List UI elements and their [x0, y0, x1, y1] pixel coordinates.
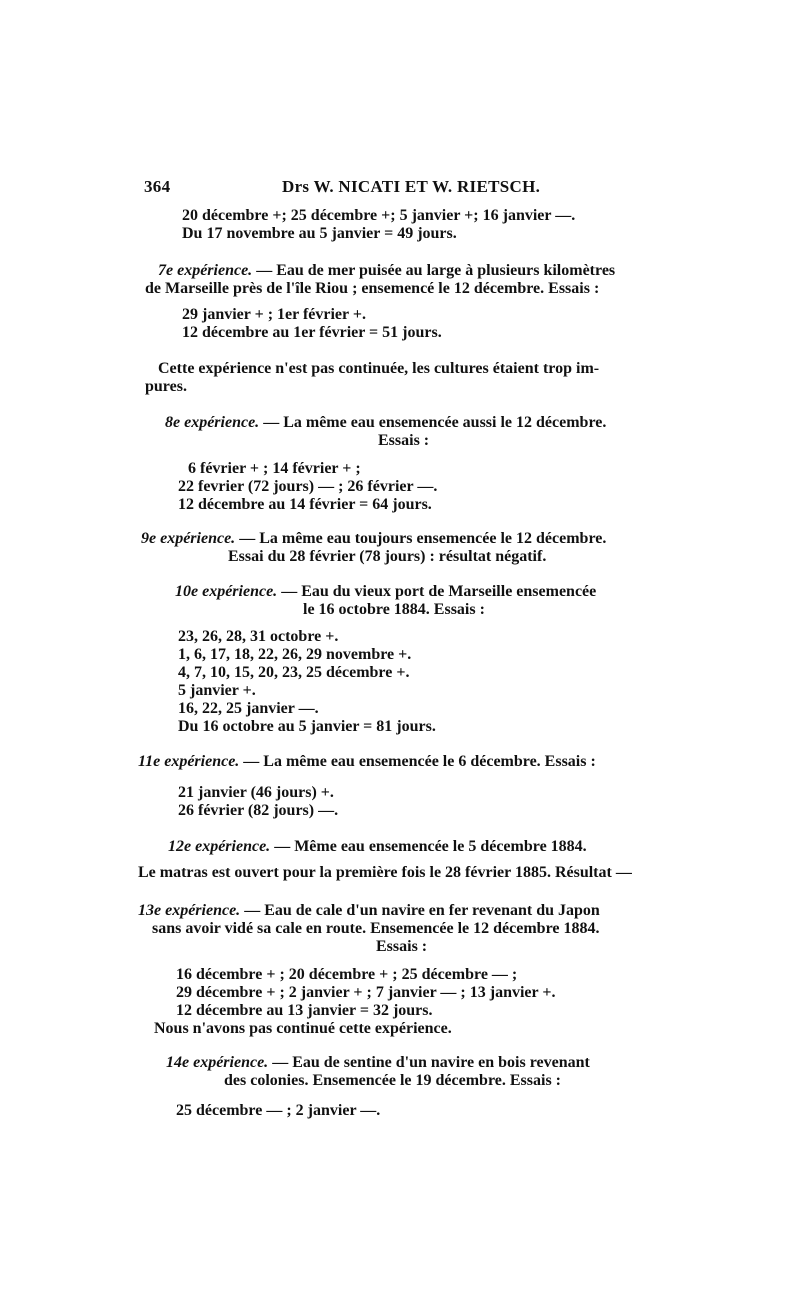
text-line: 1, 6, 17, 18, 22, 26, 29 novembre +.	[178, 646, 412, 663]
experiment-label: 14e expérience.	[166, 1054, 269, 1071]
text-line: Essais :	[376, 938, 428, 955]
text-line: 25 décembre — ; 2 janvier —.	[176, 1102, 381, 1119]
experiment-label: 8e expérience.	[165, 414, 260, 431]
experiment-heading	[166, 1054, 590, 1072]
text-line: Nous n'avons pas continué cette expérience.	[154, 1020, 452, 1037]
text-line: pures.	[145, 378, 187, 395]
experiment-heading	[138, 902, 600, 920]
text-line: Du 16 octobre au 5 janvier = 81 jours.	[178, 718, 436, 735]
text-line: 20 décembre +; 25 décembre +; 5 janvier +; 16 janvier —.	[182, 207, 576, 224]
text-line: de Marseille près de l'île Riou ; ensemencé le 12 décembre. Essais :	[145, 280, 600, 297]
text-line: 23, 26, 28, 31 octobre +.	[178, 628, 339, 645]
text-line: 29 décembre + ; 2 janvier + ; 7 janvier — ; 13 janvier +.	[176, 984, 556, 1001]
text-line: des colonies. Ensemencée le 19 décembre. Essais :	[224, 1072, 561, 1089]
text-line: Cette expérience n'est pas continuée, les cultures étaient trop im-	[158, 360, 600, 377]
text-line: 12 décembre au 1er février = 51 jours.	[182, 324, 442, 341]
text-line: Essais :	[378, 432, 430, 449]
experiment-text: — La même eau toujours ensemencée le 12 décembre.	[239, 530, 607, 547]
text-line: 4, 7, 10, 15, 20, 23, 25 décembre +.	[178, 664, 410, 681]
experiment-label: 7e expérience.	[158, 262, 253, 279]
experiment-heading	[138, 753, 596, 771]
text-line: le 16 octobre 1884. Essais :	[303, 601, 485, 618]
text-line: 16, 22, 25 janvier —.	[178, 700, 319, 717]
text-line: 6 février + ; 14 février + ;	[188, 460, 361, 477]
experiment-text: — Eau de sentine d'un navire en bois revenant	[272, 1054, 590, 1071]
text-line: 29 janvier + ; 1er février +.	[182, 306, 366, 323]
experiment-text: — Même eau ensemencée le 5 décembre 1884.	[274, 838, 587, 855]
running-title: Drs W. NICATI ET W. RIETSCH.	[282, 177, 541, 196]
experiment-label: 13e expérience.	[138, 902, 241, 919]
text-line: Du 17 novembre au 5 janvier = 49 jours.	[182, 225, 457, 242]
experiment-heading	[141, 530, 606, 548]
experiment-label: 11e expérience.	[138, 753, 240, 770]
text-line: 12 décembre au 13 janvier = 32 jours.	[176, 1002, 433, 1019]
text-line: 21 janvier (46 jours) +.	[178, 784, 334, 801]
text-line: Essai du 28 février (78 jours) : résultat négatif.	[228, 548, 547, 565]
experiment-heading	[165, 414, 606, 432]
text-line: 5 janvier +.	[178, 682, 256, 699]
text-line: 22 fevrier (72 jours) — ; 26 février —.	[178, 478, 438, 495]
experiment-text: — La même eau ensemencée aussi le 12 décembre.	[263, 414, 607, 431]
experiment-text: — Eau de mer puisée au large à plusieurs kilomètres	[256, 262, 616, 279]
experiment-label: 10e expérience.	[175, 583, 278, 600]
text-line: 26 février (82 jours) —.	[178, 802, 339, 819]
experiment-heading	[175, 583, 596, 601]
experiment-label: 12e expérience.	[168, 838, 271, 855]
experiment-heading	[158, 262, 615, 280]
text-line: 12 décembre au 14 février = 64 jours.	[178, 496, 432, 513]
experiment-label: 9e expérience.	[141, 530, 236, 547]
page-number: 364	[144, 177, 171, 196]
experiment-heading	[168, 838, 587, 856]
text-line: sans avoir vidé sa cale en route. Ensemencée le 12 décembre 1884.	[152, 920, 600, 937]
experiment-text: — La même eau ensemencée le 6 décembre. Essais :	[243, 753, 596, 770]
experiment-text: — Eau du vieux port de Marseille ensemencée	[281, 583, 597, 600]
text-line: Le matras est ouvert pour la première fois le 28 février 1885. Résultat —	[138, 864, 632, 881]
experiment-text: — Eau de cale d'un navire en fer revenant du Japon	[244, 902, 600, 919]
text-line: 16 décembre + ; 20 décembre + ; 25 décembre — ;	[176, 966, 518, 983]
